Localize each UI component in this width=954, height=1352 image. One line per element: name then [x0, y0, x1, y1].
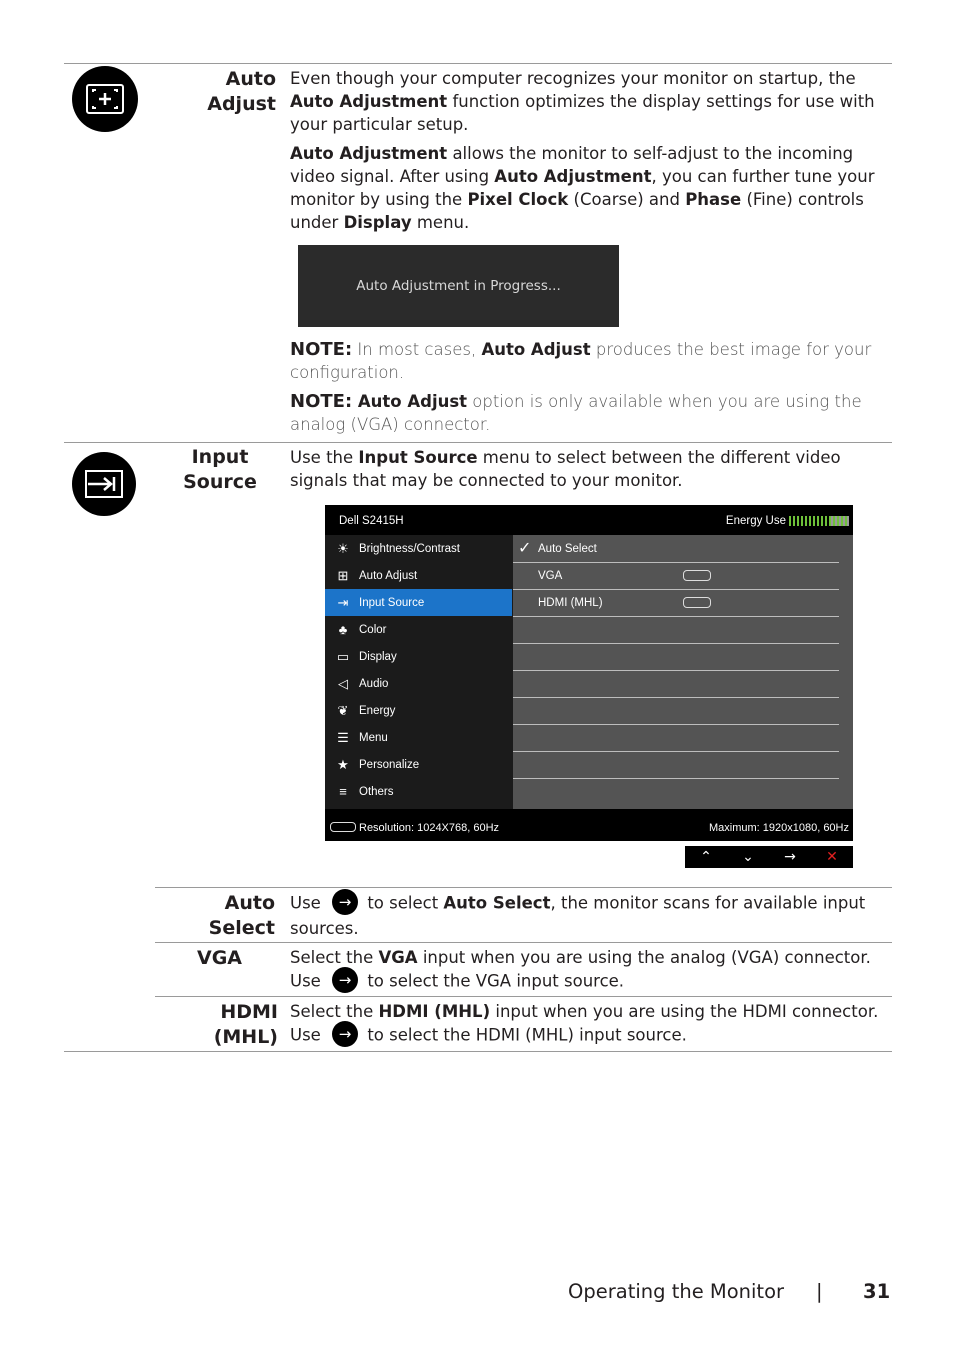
submenu-empty [513, 616, 839, 644]
auto-select-heading: Auto Select [208, 892, 275, 939]
auto-adjust-progress-box [298, 245, 619, 327]
menu-item-energy[interactable]: ❦ Energy [325, 697, 512, 724]
close-icon[interactable]: ✕ [826, 849, 838, 865]
star-icon: ★ [337, 756, 349, 772]
bottom-rule [64, 1051, 892, 1052]
footer-separator: | [816, 1280, 823, 1303]
auto-adjust-p1: Even though your computer recognizes your monitor on startup, the Auto Adjustment function optimizes the display settings for use with your particular setup. [290, 69, 875, 134]
submenu-empty [513, 697, 839, 725]
arrow-button-icon: → [332, 889, 358, 915]
hdmi-heading: HDMI (MHL) [213, 1001, 278, 1048]
vga-heading: VGA [196, 947, 242, 969]
progress-text: Auto Adjustment in Progress... [356, 278, 561, 294]
audio-icon: ◁ [338, 675, 348, 691]
page-number: 31 [863, 1280, 891, 1303]
menu-icon: ☰ [337, 729, 349, 745]
menu-item-auto-adjust[interactable]: ⊞ Auto Adjust [325, 562, 512, 589]
menu-item-display[interactable]: ▭ Display [325, 643, 512, 670]
osd-menu [325, 505, 853, 841]
hdmi-text: Select the HDMI (MHL) input when you are using the HDMI connector. Use → to select the HDMI (MHL) input source. [290, 1000, 890, 1049]
footer-section-title: Operating the Monitor [568, 1280, 785, 1303]
input-source-icon: ⇥ [337, 594, 349, 610]
resolution-icon [330, 822, 356, 832]
auto-adjust-text [290, 67, 890, 240]
color-icon: ♣ [338, 622, 348, 637]
display-icon: ▭ [336, 648, 350, 664]
menu-item-input-source[interactable]: ⇥ Input Source [325, 589, 512, 616]
submenu-vga[interactable]: VGA [513, 562, 839, 590]
osd-button-bar [685, 846, 853, 868]
submenu-auto-select[interactable]: ✓ Auto Select [513, 535, 839, 563]
auto-adjust-heading: Auto Adjust [207, 68, 276, 115]
others-icon: ≡ [339, 784, 347, 799]
osd-footer [325, 809, 853, 841]
energy-icon: ❦ [337, 702, 349, 718]
down-icon[interactable]: ⌄ [742, 849, 754, 865]
input-source-text: Use the Input Source menu to select between the different video signals that may be connected to your monitor. [290, 448, 841, 490]
top-rule [64, 63, 892, 64]
auto-adjust-icon [72, 66, 138, 132]
monitor-model: Dell S2415H [339, 515, 404, 527]
note-2: NOTE: Auto Adjust option is only available when you are using the analog (VGA) connector. [290, 391, 862, 434]
auto-adjust-icon: ⊞ [337, 567, 349, 583]
vga-text: Select the VGA input when you are using the analog (VGA) connector. Use → to select the VGA input source. [290, 946, 890, 995]
osd-header [325, 505, 853, 535]
row-rule [155, 942, 892, 943]
right-arrow-icon[interactable]: → [784, 849, 796, 865]
osd-main-menu [325, 535, 512, 809]
energy-bars [789, 516, 849, 526]
input-source-heading: Input Source [183, 446, 257, 493]
auto-adjust-notes [290, 338, 890, 442]
hdmi-port-icon [683, 597, 711, 608]
menu-item-brightness-contrast[interactable]: ☀ Brightness/Contrast [325, 535, 512, 562]
current-resolution: Resolution: 1024X768, 60Hz [359, 822, 500, 834]
row-rule [155, 887, 892, 888]
row-rule [155, 996, 892, 997]
osd-submenu [513, 535, 853, 809]
brightness-icon: ☀ [337, 540, 349, 556]
menu-item-others[interactable]: ≡ Others [325, 778, 512, 805]
maximum-resolution: Maximum: 1920x1080, 60Hz [708, 822, 849, 834]
up-icon[interactable]: ⌃ [700, 849, 712, 865]
energy-use: Energy Use [726, 515, 849, 527]
auto-adjust-p2: Auto Adjustment allows the monitor to self-adjust to the incoming video signal. After using Auto Adjustment, you can further tune your monitor by using the Pixel Clock (Coarse) and Phase (Fine) controls under Display menu. [290, 144, 875, 232]
menu-item-audio[interactable]: ◁ Audio [325, 670, 512, 697]
submenu-empty [513, 724, 839, 752]
submenu-empty [513, 751, 839, 779]
section-rule [64, 442, 892, 443]
arrow-button-icon: → [332, 1021, 358, 1047]
submenu-empty [513, 670, 839, 698]
submenu-empty [513, 643, 839, 671]
auto-select-text: Use → to select Auto Select, the monitor scans for available input sources. [290, 891, 890, 940]
menu-item-menu[interactable]: ☰ Menu [325, 724, 512, 751]
submenu-hdmi[interactable]: HDMI (MHL) [513, 589, 839, 617]
menu-item-color[interactable]: ♣ Color [325, 616, 512, 643]
vga-port-icon [683, 570, 711, 581]
check-icon: ✓ [518, 540, 532, 557]
menu-item-personalize[interactable]: ★ Personalize [325, 751, 512, 778]
note-1: NOTE: In most cases, Auto Adjust produces the best image for your configuration. [290, 339, 872, 382]
arrow-button-icon: → [332, 967, 358, 993]
input-source-icon [72, 452, 136, 516]
